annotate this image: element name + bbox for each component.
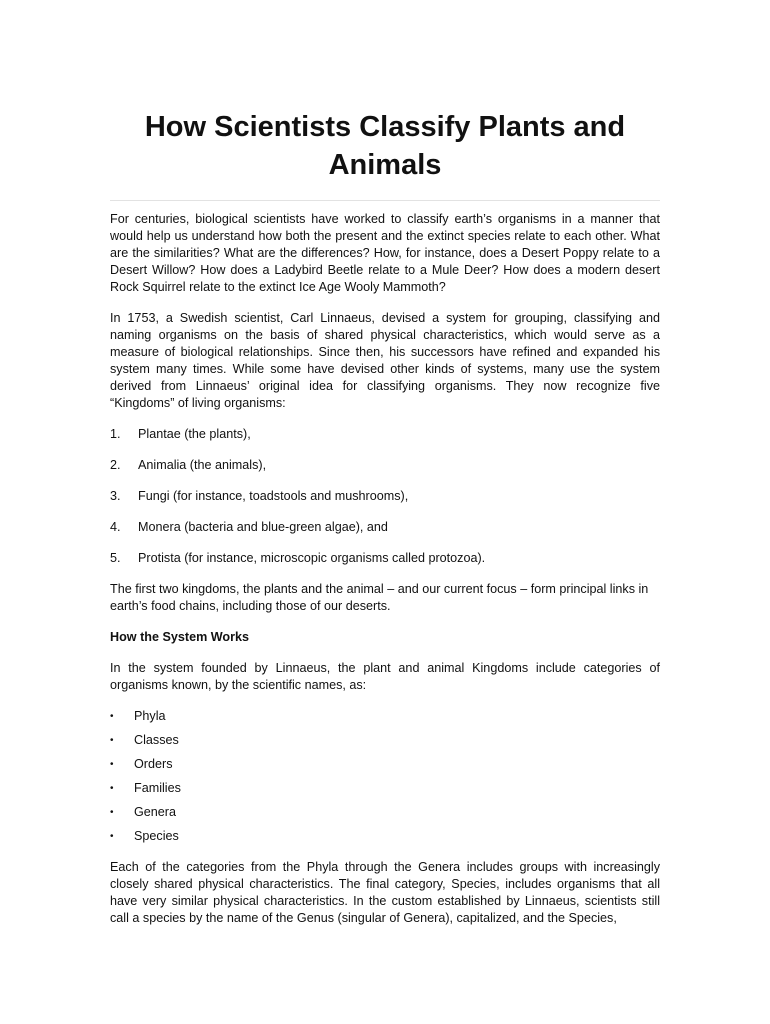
first-two-paragraph: The first two kingdoms, the plants and the animal – and our current focus – form principal links in earth’s food chains, including those of our deserts. bbox=[110, 582, 649, 613]
bullet-icon: • bbox=[110, 759, 114, 770]
kingdoms-list bbox=[110, 426, 660, 567]
document-body bbox=[110, 211, 660, 941]
list-item: • Genera bbox=[110, 805, 177, 819]
bullet-icon: • bbox=[110, 783, 114, 794]
system-intro-paragraph: In the system founded by Linnaeus, the plant and animal Kingdoms include categories of organisms known, by the scientific names, as: bbox=[110, 661, 660, 692]
bullet-icon: • bbox=[110, 807, 114, 818]
intro-paragraph: For centuries, biological scientists have worked to classify earth’s organisms in a manner that would help us understand how both the present and the extinct species relate to each other. What are the similarities? What are the differences? How, for instance, does a Desert Poppy relate to a Desert Willow? How does a Ladybird Beetle relate to a Mule Deer? How does a modern desert Rock Squirrel relate to the extinct Ice Age Wooly Mammoth? bbox=[110, 212, 660, 294]
bullet-icon: • bbox=[110, 711, 114, 722]
list-item: • Orders bbox=[110, 757, 173, 771]
list-item: • Phyla bbox=[110, 709, 166, 723]
list-item: 3. Fungi (for instance, toadstools and mushrooms), bbox=[110, 489, 409, 503]
list-item: 5. Protista (for instance, microscopic organisms called protozoa). bbox=[110, 551, 486, 565]
list-item: 4. Monera (bacteria and blue-green algae), and bbox=[110, 520, 388, 534]
section-heading: How the System Works bbox=[110, 630, 250, 644]
bullet-icon: • bbox=[110, 735, 114, 746]
list-item: 1. Plantae (the plants), bbox=[110, 427, 251, 441]
list-item: • Classes bbox=[110, 733, 179, 747]
categories-paragraph: Each of the categories from the Phyla through the Genera includes groups with increasingly closely shared physical characteristics. The final category, Species, includes organisms that all have very similar physical characteristics. In the custom established by Linnaeus, scientists still call a species by the name of the Genus (singular of Genera), capitalized, and the Species, bbox=[110, 860, 660, 925]
bullet-icon: • bbox=[110, 831, 114, 842]
ranks-list bbox=[110, 708, 660, 845]
title-divider bbox=[110, 200, 660, 201]
page-title: How Scientists Classify Plants and Animals bbox=[144, 111, 626, 181]
list-item: 2. Animalia (the animals), bbox=[110, 458, 267, 472]
linnaeus-paragraph: In 1753, a Swedish scientist, Carl Linnaeus, devised a system for grouping, classifying and naming organisms on the basis of shared physical characteristics, which would serve as a measure of biological relationships. Since then, his successors have refined and expanded his system many times. While some have devised other kinds of systems, many use the system derived from Linnaeus’ original idea for classifying organisms. They now recognize five “Kingdoms” of living organisms: bbox=[110, 311, 660, 410]
list-item: • Species bbox=[110, 829, 179, 843]
list-item: • Families bbox=[110, 781, 181, 795]
